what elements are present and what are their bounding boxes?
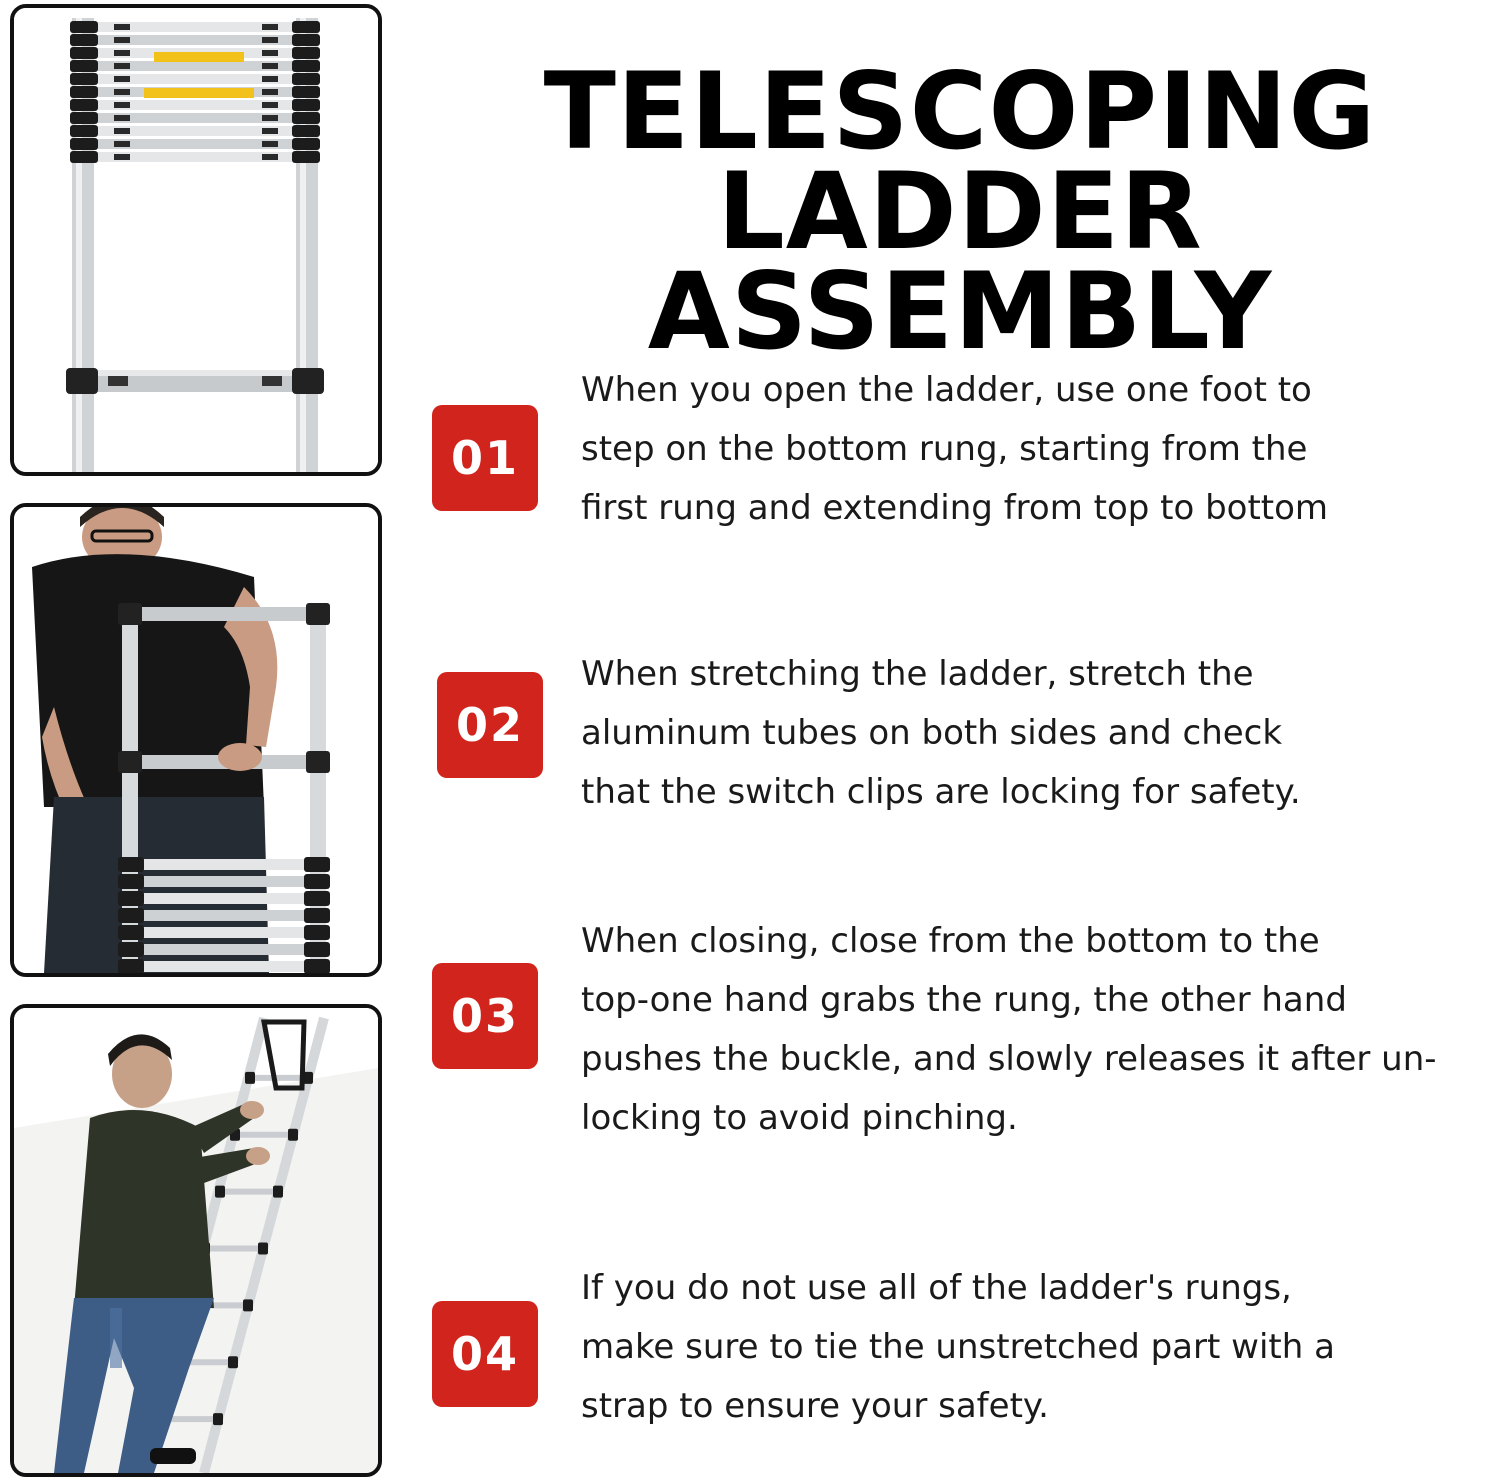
step-badge-01: 01 <box>432 405 538 511</box>
climbing-ladder-illustration <box>14 1008 378 1473</box>
collapsed-ladder-illustration <box>14 8 378 472</box>
title-line-1: TELESCOPING <box>543 50 1377 173</box>
step-02-line: When stretching the ladder, stretch the <box>581 654 1254 694</box>
step-badge-04: 04 <box>432 1301 538 1407</box>
step-03-line: locking to avoid pinching. <box>581 1098 1018 1138</box>
step-text-04 <box>581 1259 1496 1436</box>
step-01-line: first rung and extending from top to bottom <box>581 488 1329 528</box>
photo-collapsed-ladder <box>10 4 382 476</box>
step-02-line: that the switch clips are locking for safety. <box>581 772 1301 812</box>
step-badge-03: 03 <box>432 963 538 1069</box>
title-line-2: LADDER ASSEMBLY <box>647 150 1273 373</box>
step-text-01 <box>581 361 1496 538</box>
page-title <box>420 50 1500 373</box>
step-text-03 <box>581 912 1496 1148</box>
step-badge-02: 02 <box>437 672 543 778</box>
step-text-02 <box>581 645 1496 822</box>
step-04-line: If you do not use all of the ladder's rungs, <box>581 1268 1292 1308</box>
step-03-line: When closing, close from the bottom to the <box>581 921 1320 961</box>
step-02-line: aluminum tubes on both sides and check <box>581 713 1283 753</box>
step-01-line: step on the bottom rung, starting from the <box>581 429 1308 469</box>
step-04-line: make sure to tie the unstretched part with a <box>581 1327 1335 1367</box>
step-04-line: strap to ensure your safety. <box>581 1386 1049 1426</box>
step-03-line: top-one hand grabs the rung, the other hand <box>581 980 1347 1020</box>
stretching-ladder-illustration <box>14 507 378 973</box>
photo-climbing-ladder <box>10 1004 382 1477</box>
photo-stretching-ladder <box>10 503 382 977</box>
step-01-line: When you open the ladder, use one foot to <box>581 370 1312 410</box>
step-03-line: pushes the buckle, and slowly releases it after un- <box>581 1039 1437 1079</box>
